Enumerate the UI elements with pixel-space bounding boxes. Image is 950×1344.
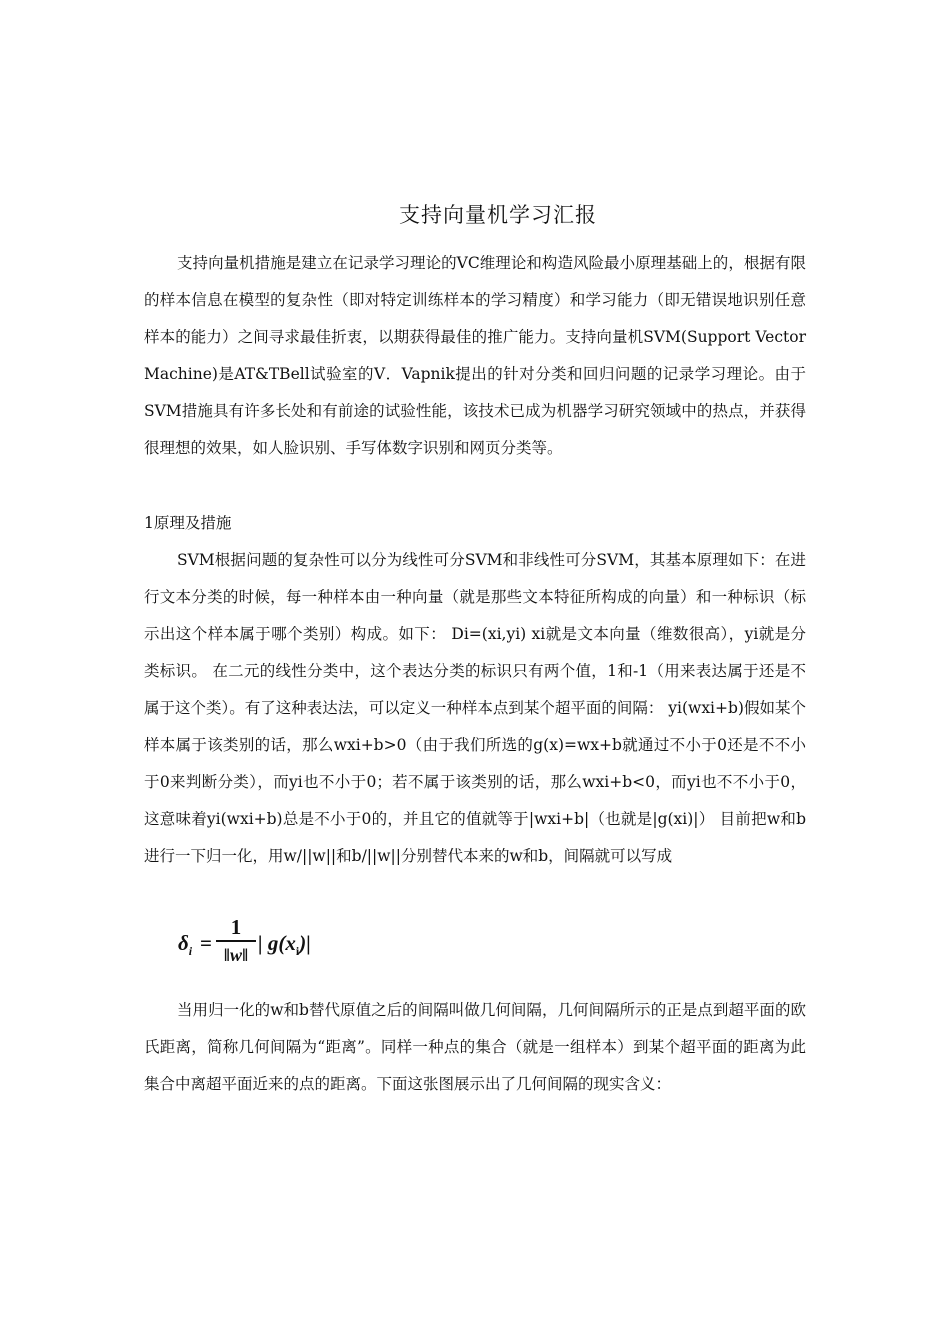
geometric-margin-paragraph: 当用归一化的w和b替代原值之后的间隔叫做几何间隔，几何间隔所示的正是点到超平面的欧氏距离，简称几何间隔为“距离”。同样一种点的集合（就是一组样本）到某个超平面的距离为此集合中离超平面近来的点的距离。下面这张图展示出了几何间隔的现实含义： [144, 1001, 806, 1093]
formula-fraction [216, 915, 256, 966]
formula-denominator: ‖w‖ [223, 945, 249, 965]
formula-lhs: $\delta_i$ [178, 931, 193, 959]
fraction-bar [216, 940, 256, 942]
principle-paragraph: SVM根据问题的复杂性可以分为线性可分SVM和非线性可分SVM，其基本原理如下：在进行文本分类的时候，每一种样本由一种向量（就是那些文本特征所构成的向量）和一种标识（标示出这个样本属于哪个类别）构成。如下： Di=(xi,yi) xi就是文本向量（维数很高），yi就是分类标识。 在二元的线性分类中，这个表达分类的标识只有两个值，1和-1（用来表达属于还是不属于这个类）。有了这种表达法，可以定义一种样本点到某个超平面的间隔： yi(wxi+b)假如某个样本属于该类别的话，那么wxi+b>0（由于我们所选的g(x)=wx+b就通过不小于0还是不不小于0来判断分类），而yi也不小于0；若不属于该类别的话，那么wxi+b<0，而yi也不不小于0，这意味着yi(wxi+b)总是不小于0的，并且它的值就等于|wxi+b|（也就是|g(xi)|） 目前把w和b进行一下归一化，用w/||w||和b/||w||分别替代本来的w和b，间隔就可以写成 [144, 551, 806, 865]
geometric-margin-formula [178, 915, 318, 975]
formula-numerator: 1 [230, 915, 242, 939]
formula-rhs: | $g(x_i)|$ [258, 931, 311, 959]
section-heading: 1原理及措施 [144, 514, 232, 532]
document-title: 支持向量机学习汇报 [399, 203, 597, 227]
formula-equals: = [200, 931, 212, 955]
intro-paragraph: 支持向量机措施是建立在记录学习理论的VC维理论和构造风险最小原理基础上的，根据有限的样本信息在模型的复杂性（即对特定训练样本的学习精度）和学习能力（即无错误地识别任意样本的能力）之间寻求最佳折衷，以期获得最佳的推广能力。支持向量机SVM(Support Vector Machine)是AT&TBell试验室的V．Vapnik提出的针对分类和回归问题的记录学习理论。由于SVM措施具有许多长处和有前途的试验性能，该技术已成为机器学习研究领域中的热点，并获得很理想的效果，如人脸识别、手写体数字识别和网页分类等。 [144, 254, 806, 457]
